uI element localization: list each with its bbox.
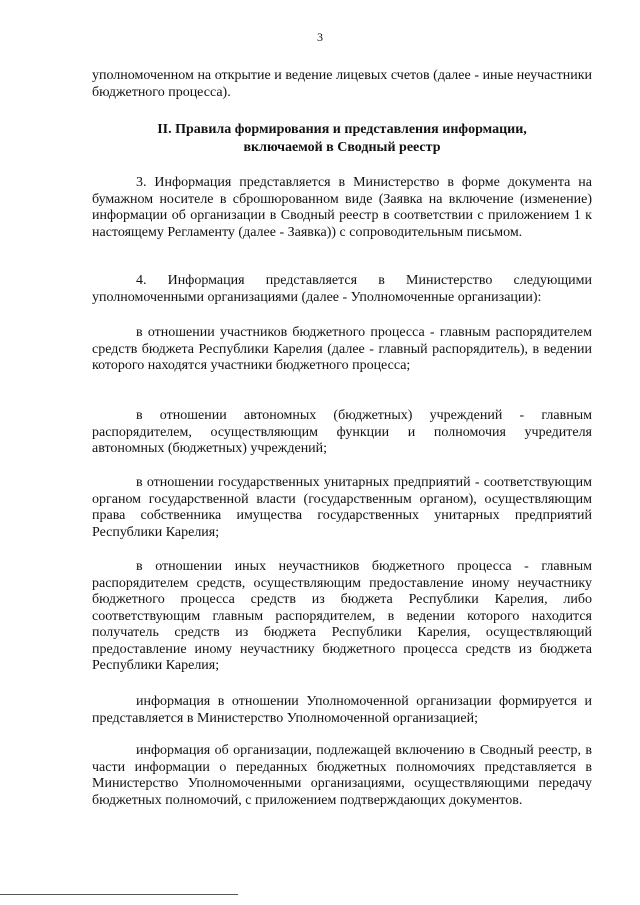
section-title-line-2: включаемой в Сводный реестр xyxy=(243,140,441,155)
item-other-non-participants: в отношении иных неучастников бюджетного процесса - главным распорядителем средств, осуществляющим предоставление иному неучастнику бюджетного процесса средств из бюджета Республики Карелия, либо соответствующим главным распорядителем, в ведении которого находится получатель средств из бюджета Республики Карелия, осуществляющий предоставление иному неучастнику бюджетного процесса средств из бюджета Республики Карелия; xyxy=(92,559,592,673)
section-title xyxy=(92,121,592,157)
paragraph-4: 4. Информация представляется в Министерство следующими уполномоченными организациями (далее - Уполномоченные организации): xyxy=(92,273,592,305)
intro-text: уполномоченном на открытие и ведение лицевых счетов (далее - иные неучастники бюджетного процесса). xyxy=(92,68,592,100)
item-authorized-organization: информация в отношении Уполномоченной организации формируется и представляется в Министерство Уполномоченной организацией; xyxy=(92,694,592,726)
section-title-line-1: II. Правила формирования и представления информации, xyxy=(157,122,527,137)
paragraph-3: 3. Информация представляется в Министерство в форме документа на бумажном носителе в сброшюрованном виде (Заявка на включение (изменение) информации об организации в Сводный реестр в соответствии с приложением 1 к настоящему Регламенту (далее - Заявка)) с сопроводительным письмом. xyxy=(92,175,592,240)
page-number: 3 xyxy=(317,30,323,44)
item-budget-participants: в отношении участников бюджетного процесса - главным распорядителем средств бюджета Республики Карелия (далее - главный распорядитель), в ведении которого находятся участники бюджетного процесса; xyxy=(92,325,592,373)
item-state-enterprises: в отношении государственных унитарных предприятий - соответствующим органом государственной власти (государственным органом), осуществляющим права собственника имущества государственных унитарных предприятий Республики Карелия; xyxy=(92,475,592,540)
item-autonomous-institutions: в отношении автономных (бюджетных) учреждений - главным распорядителем, осуществляющим функции и полномочия учредителя автономных (бюджетных) учреждений; xyxy=(92,408,592,456)
item-transferred-powers: информация об организации, подлежащей включению в Сводный реестр, в части информации о переданных бюджетных полномочиях представляется в Министерство Уполномоченными организациями, осуществляющими передачу бюджетных полномочий, с приложением подтверждающих документов. xyxy=(92,743,592,808)
footer-rule xyxy=(0,894,238,895)
